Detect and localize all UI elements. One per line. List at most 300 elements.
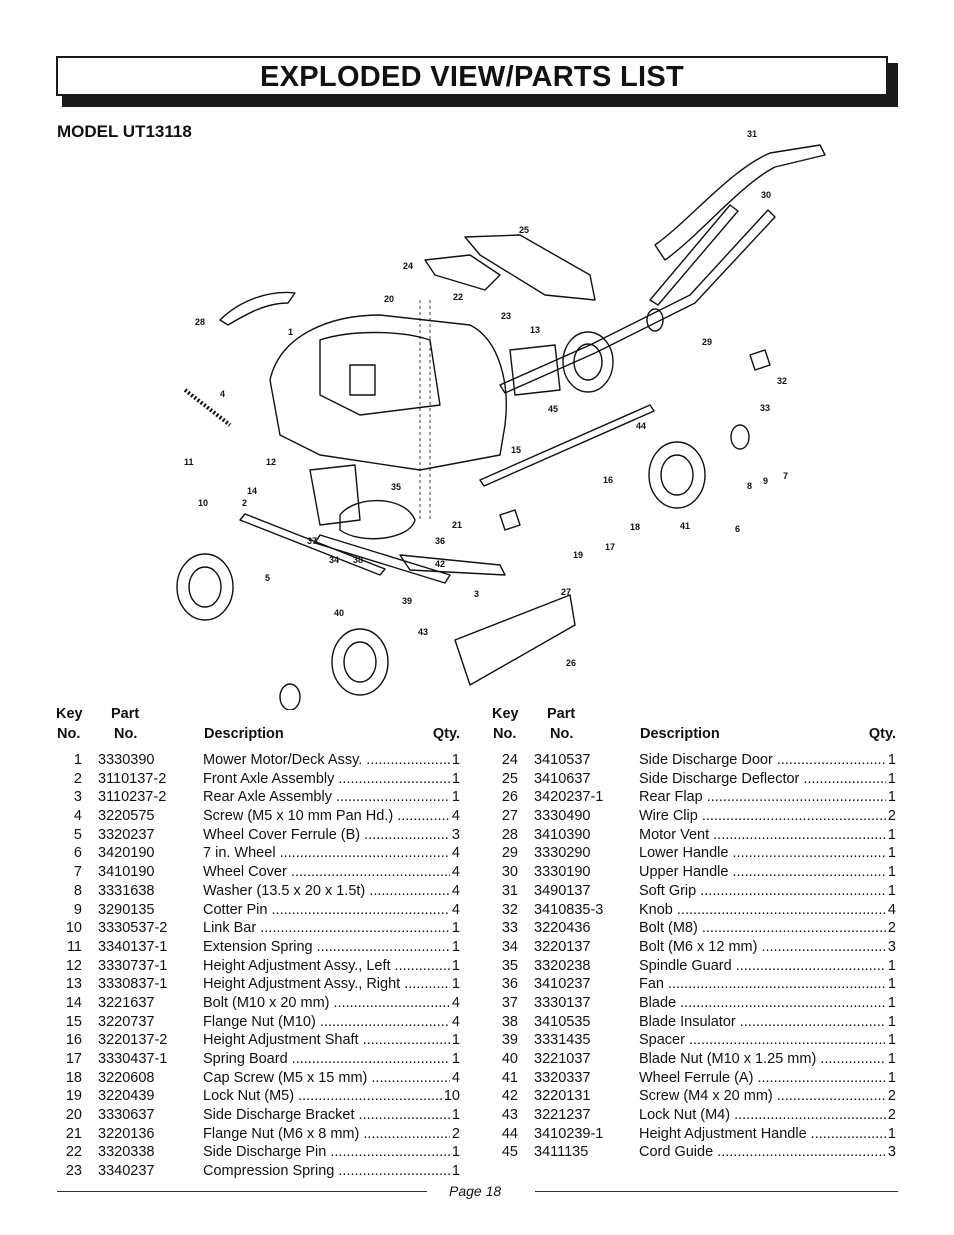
header-part: Part — [111, 706, 140, 722]
parts-row — [54, 901, 464, 920]
part-qty: 4 — [451, 882, 460, 899]
callout-34: 34 — [329, 555, 340, 565]
callout-25: 25 — [519, 225, 530, 235]
part-number: 3221037 — [534, 1051, 591, 1067]
page-number: Page 18 — [449, 1183, 502, 1199]
parts-row — [490, 751, 900, 770]
part-description: Height Adjustment Assy., Right ..... — [203, 975, 451, 994]
fan — [340, 501, 415, 539]
part-qty: 1 — [887, 789, 896, 806]
callout-17: 17 — [605, 542, 616, 552]
part-description: Knob ..... — [639, 901, 887, 920]
part-qty: 1 — [887, 1032, 896, 1049]
callout-45: 45 — [548, 404, 559, 414]
part-qty: 1 — [887, 1051, 896, 1067]
callout-18: 18 — [630, 522, 641, 532]
part-number: 3340137-1 — [98, 938, 168, 955]
part-description: Bolt (M6 x 12 mm) ..... — [639, 938, 887, 957]
callout-27: 27 — [561, 587, 572, 597]
parts-row — [490, 1050, 900, 1069]
callout-20: 20 — [384, 294, 395, 304]
wheel-rear-left — [563, 332, 613, 392]
part-qty: 1 — [887, 826, 896, 843]
callout-43: 43 — [418, 627, 429, 637]
part-description: Cap Screw (M5 x 15 mm) ..... — [203, 1069, 451, 1088]
callout-15: 15 — [511, 445, 522, 455]
part-key: 44 — [501, 1125, 518, 1142]
part-key: 41 — [501, 1069, 518, 1086]
callout-29: 29 — [702, 337, 713, 347]
part-qty: 1 — [451, 976, 460, 993]
part-description: Cord Guide ..... — [639, 1143, 887, 1162]
part-key: 15 — [65, 1013, 82, 1030]
part-description: Spring Board ..... — [203, 1050, 451, 1069]
part-description: Blade Insulator ..... — [639, 1013, 887, 1032]
part-description: Upper Handle ..... — [639, 863, 887, 882]
part-key: 33 — [501, 920, 518, 937]
parts-row — [54, 1050, 464, 1069]
part-description: Rear Flap ..... — [639, 788, 887, 807]
part-key: 5 — [73, 826, 82, 843]
part-description: Motor Vent ..... — [639, 826, 887, 845]
callout-44: 44 — [636, 421, 647, 431]
callout-8: 8 — [747, 481, 753, 491]
callout-9: 9 — [763, 476, 769, 486]
header-key-no: No. — [493, 726, 517, 742]
part-key: 2 — [73, 770, 82, 787]
header-part-no: No. — [550, 726, 574, 742]
motor-vent — [220, 292, 295, 325]
callout-42: 42 — [435, 559, 446, 569]
part-key: 21 — [65, 1125, 82, 1142]
callout-40: 40 — [334, 608, 345, 618]
upper-handle — [655, 145, 825, 260]
part-number: 3410390 — [534, 826, 591, 843]
part-qty: 1 — [887, 994, 896, 1011]
part-number: 3331435 — [534, 1032, 591, 1049]
parts-row — [54, 770, 464, 789]
part-description: Compression Spring ..... — [203, 1162, 451, 1181]
part-qty: 2 — [887, 920, 896, 937]
part-description: Link Bar ..... — [203, 919, 451, 938]
part-description: Cotter Pin ..... — [203, 901, 451, 920]
part-description: Front Axle Assembly ..... — [203, 770, 451, 789]
part-qty: 1 — [887, 752, 896, 768]
callout-23: 23 — [501, 311, 512, 321]
part-number: 3221637 — [98, 994, 155, 1011]
parts-row — [54, 751, 464, 770]
callout-19: 19 — [573, 550, 584, 560]
part-qty: 4 — [887, 901, 896, 918]
part-description: Spindle Guard ..... — [639, 957, 887, 976]
part-number: 3330390 — [98, 752, 155, 768]
part-key: 13 — [65, 976, 82, 993]
part-number: 3410237 — [534, 976, 591, 993]
part-number: 3220137-2 — [98, 1032, 168, 1049]
part-description: Side Discharge Door ..... — [639, 751, 887, 770]
footer-rule-right — [535, 1191, 898, 1192]
part-key: 22 — [65, 1144, 82, 1161]
callout-10: 10 — [198, 498, 209, 508]
part-description: Rear Axle Assembly ..... — [203, 788, 451, 807]
parts-header — [54, 706, 464, 746]
header-qty: Qty. — [868, 726, 896, 742]
part-qty: 1 — [451, 1107, 460, 1124]
wheel-front-left — [177, 554, 233, 620]
part-description: Flange Nut (M6 x 8 mm) ..... — [203, 1125, 451, 1144]
part-key: 27 — [501, 808, 518, 825]
callout-35: 35 — [391, 482, 402, 492]
part-key: 42 — [501, 1088, 518, 1105]
part-key: 36 — [501, 976, 518, 993]
part-description: Blade Nut (M10 x 1.25 mm) ..... — [639, 1050, 887, 1069]
callout-labels — [184, 129, 788, 668]
part-qty: 1 — [451, 752, 460, 768]
part-number: 3410637 — [534, 770, 591, 787]
part-key: 14 — [65, 994, 82, 1011]
part-qty: 2 — [887, 1107, 896, 1124]
callout-31: 31 — [747, 129, 758, 139]
parts-row — [490, 1143, 900, 1162]
parts-row — [54, 863, 464, 882]
part-description: Side Discharge Pin ..... — [203, 1143, 451, 1162]
part-qty: 1 — [887, 845, 896, 862]
parts-row — [490, 957, 900, 976]
callout-5: 5 — [265, 573, 271, 583]
part-qty: 1 — [451, 789, 460, 806]
part-description: Wheel Cover Ferrule (B) ..... — [203, 826, 451, 845]
callout-37: 37 — [307, 536, 318, 546]
title-banner — [56, 56, 888, 96]
parts-list-left — [54, 706, 464, 1181]
parts-row — [54, 957, 464, 976]
callout-24: 24 — [403, 261, 414, 271]
parts-row — [54, 826, 464, 845]
mower-deck — [270, 315, 506, 470]
part-key: 26 — [501, 789, 518, 806]
part-number: 3330737-1 — [98, 957, 168, 974]
part-number: 3330490 — [534, 808, 591, 825]
part-description: Flange Nut (M10) ..... — [203, 1013, 451, 1032]
parts-row — [490, 882, 900, 901]
part-number: 3410190 — [98, 864, 155, 881]
part-number: 3410537 — [534, 752, 591, 768]
part-number: 3330137 — [534, 994, 591, 1011]
part-qty: 1 — [451, 1032, 460, 1049]
part-number: 3220439 — [98, 1088, 155, 1105]
part-key: 20 — [65, 1107, 82, 1124]
part-key: 12 — [65, 957, 82, 974]
parts-row — [54, 1013, 464, 1032]
part-key: 10 — [65, 920, 82, 937]
parts-row — [490, 1106, 900, 1125]
part-description: Screw (M5 x 10 mm Pan Hd.) ..... — [203, 807, 451, 826]
part-description: Lock Nut (M4) ..... — [639, 1106, 887, 1125]
parts-row — [490, 863, 900, 882]
part-description: Soft Grip ..... — [639, 882, 887, 901]
part-key: 29 — [501, 845, 518, 862]
part-description: Wheel Ferrule (A) ..... — [639, 1069, 887, 1088]
part-key: 25 — [501, 770, 518, 787]
parts-row — [54, 1162, 464, 1181]
parts-row — [54, 788, 464, 807]
callout-38: 38 — [353, 555, 364, 565]
callout-11: 11 — [184, 457, 194, 467]
parts-row — [490, 844, 900, 863]
part-number: 3110237-2 — [98, 789, 167, 806]
part-description: Wheel Cover ..... — [203, 863, 451, 882]
part-qty: 1 — [887, 882, 896, 899]
part-key: 40 — [501, 1051, 518, 1067]
part-number: 3330637 — [98, 1107, 155, 1124]
part-key: 45 — [501, 1144, 518, 1161]
part-qty: 1 — [451, 770, 460, 787]
part-number: 3110137-2 — [98, 770, 167, 787]
part-number: 3320237 — [98, 826, 155, 843]
footer-rule-left — [57, 1191, 427, 1192]
callout-2: 2 — [242, 498, 248, 508]
part-description: Side Discharge Deflector ..... — [639, 770, 887, 789]
callout-30: 30 — [761, 190, 772, 200]
exploded-view-diagram — [170, 125, 930, 710]
part-qty: 1 — [887, 976, 896, 993]
callout-22: 22 — [453, 292, 464, 302]
part-description: Height Adjustment Handle ..... — [639, 1125, 887, 1144]
part-qty: 1 — [887, 1069, 896, 1086]
part-qty: 1 — [887, 770, 896, 787]
part-qty: 3 — [887, 1144, 896, 1161]
part-key: 16 — [65, 1032, 82, 1049]
part-number: 3320238 — [534, 957, 591, 974]
part-qty: 3 — [451, 826, 460, 843]
callout-12: 12 — [266, 457, 277, 467]
part-number: 3320338 — [98, 1144, 155, 1161]
part-number: 3330437-1 — [98, 1051, 168, 1067]
part-qty: 4 — [451, 845, 460, 862]
part-description: Bolt (M10 x 20 mm) ..... — [203, 994, 451, 1013]
part-number: 3220608 — [98, 1069, 155, 1086]
part-qty: 1 — [451, 1051, 460, 1067]
parts-row — [54, 994, 464, 1013]
part-number: 3331638 — [98, 882, 155, 899]
parts-row — [54, 1143, 464, 1162]
part-qty: 1 — [451, 1144, 460, 1161]
parts-list-right — [490, 706, 900, 1162]
part-qty: 2 — [887, 1088, 896, 1105]
part-description: Extension Spring ..... — [203, 938, 451, 957]
model-heading: MODEL UT13118 — [57, 122, 192, 141]
rear-flap — [455, 595, 575, 685]
part-key: 3 — [73, 789, 82, 806]
part-key: 11 — [66, 938, 82, 955]
part-qty: 1 — [451, 957, 460, 974]
part-key: 38 — [501, 1013, 518, 1030]
parts-row — [490, 1087, 900, 1106]
header-key: Key — [492, 706, 519, 722]
part-key: 28 — [501, 826, 518, 843]
part-qty: 1 — [887, 1013, 896, 1030]
parts-row — [490, 807, 900, 826]
part-number: 3220137 — [534, 938, 591, 955]
header-part-no: No. — [114, 726, 138, 742]
part-description: Height Adjustment Assy., Left ..... — [203, 957, 451, 976]
part-description: Washer (13.5 x 20 x 1.5t) ..... — [203, 882, 451, 901]
part-key: 17 — [65, 1051, 82, 1067]
part-description: 7 in. Wheel ..... — [203, 844, 451, 863]
part-number: 3290135 — [98, 901, 155, 918]
part-number: 3220136 — [98, 1125, 155, 1142]
part-qty: 1 — [887, 864, 896, 881]
parts-row — [54, 882, 464, 901]
part-qty: 10 — [443, 1088, 460, 1105]
parts-rows — [54, 751, 464, 1181]
part-number: 3330290 — [534, 845, 591, 862]
callout-32: 32 — [777, 376, 788, 386]
header-description: Description — [640, 726, 720, 742]
part-key: 23 — [65, 1163, 82, 1180]
part-qty: 4 — [451, 1013, 460, 1030]
part-qty: 4 — [451, 994, 460, 1011]
part-key: 39 — [501, 1032, 518, 1049]
part-number: 3320337 — [534, 1069, 591, 1086]
part-key: 30 — [501, 864, 518, 881]
parts-row — [54, 1069, 464, 1088]
part-key: 19 — [65, 1088, 82, 1105]
part-qty: 1 — [887, 1125, 896, 1142]
parts-header — [490, 706, 900, 746]
callout-13: 13 — [530, 325, 541, 335]
part-qty: 4 — [451, 901, 460, 918]
parts-row — [490, 1069, 900, 1088]
parts-row — [490, 826, 900, 845]
part-description: Lock Nut (M5) ..... — [203, 1087, 451, 1106]
parts-row — [490, 1013, 900, 1032]
callout-41: 41 — [680, 521, 691, 531]
parts-row — [490, 788, 900, 807]
part-key: 43 — [501, 1107, 518, 1124]
callout-21: 21 — [452, 520, 463, 530]
part-number: 3420190 — [98, 845, 155, 862]
page-title: EXPLODED VIEW/PARTS LIST — [260, 61, 684, 93]
part-qty: 1 — [887, 957, 896, 974]
parts-row — [490, 770, 900, 789]
header-description: Description — [204, 726, 284, 742]
part-number: 3220737 — [98, 1013, 155, 1030]
part-qty: 2 — [887, 808, 896, 825]
parts-row — [54, 1087, 464, 1106]
part-description: Blade ..... — [639, 994, 887, 1013]
header-key-no: No. — [57, 726, 81, 742]
parts-row — [54, 919, 464, 938]
part-qty: 4 — [451, 1069, 460, 1086]
part-description: Height Adjustment Shaft ..... — [203, 1031, 451, 1050]
part-key: 35 — [501, 957, 518, 974]
part-number: 3340237 — [98, 1163, 155, 1180]
part-number: 3330190 — [534, 864, 591, 881]
part-qty: 1 — [451, 920, 460, 937]
part-key: 7 — [73, 864, 82, 881]
part-key: 37 — [501, 994, 518, 1011]
parts-rows — [490, 751, 900, 1162]
part-number: 3220575 — [98, 808, 155, 825]
part-number: 3330537-2 — [98, 920, 168, 937]
part-qty: 4 — [451, 864, 460, 881]
header-key: Key — [56, 706, 83, 722]
part-description: Mower Motor/Deck Assy. ..... — [203, 751, 451, 770]
part-description: Side Discharge Bracket ..... — [203, 1106, 451, 1125]
part-key: 9 — [73, 901, 82, 918]
part-number: 3411135 — [534, 1144, 589, 1161]
header-qty: Qty. — [432, 726, 460, 742]
part-number: 3410535 — [534, 1013, 591, 1030]
part-number: 3220436 — [534, 920, 591, 937]
parts-row — [54, 1031, 464, 1050]
part-description: Spacer ..... — [639, 1031, 887, 1050]
callout-36: 36 — [435, 536, 446, 546]
callout-14: 14 — [247, 486, 258, 496]
wheel-front-right — [332, 629, 388, 695]
parts-row — [490, 1125, 900, 1144]
part-key: 4 — [73, 808, 82, 825]
callout-26: 26 — [566, 658, 577, 668]
parts-row — [54, 807, 464, 826]
part-qty: 1 — [451, 1163, 460, 1180]
part-description: Fan ..... — [639, 975, 887, 994]
parts-row — [54, 844, 464, 863]
parts-row — [490, 975, 900, 994]
parts-row — [490, 994, 900, 1013]
part-description: Wire Clip ..... — [639, 807, 887, 826]
part-description: Screw (M4 x 20 mm) ..... — [639, 1087, 887, 1106]
part-number: 3420237-1 — [534, 789, 604, 806]
knob — [750, 350, 770, 370]
callout-33: 33 — [760, 403, 771, 413]
header-part: Part — [547, 706, 576, 722]
parts-row — [490, 901, 900, 920]
callout-6: 6 — [735, 524, 741, 534]
wheel-rear-right — [649, 442, 705, 508]
parts-row — [54, 1106, 464, 1125]
part-description: Lower Handle ..... — [639, 844, 887, 863]
part-number: 3410835-3 — [534, 901, 604, 918]
part-key: 18 — [65, 1069, 82, 1086]
part-key: 6 — [73, 845, 82, 862]
part-qty: 4 — [451, 808, 460, 825]
parts-row — [490, 1031, 900, 1050]
parts-row — [490, 919, 900, 938]
part-number: 3410239-1 — [534, 1125, 604, 1142]
callout-3: 3 — [474, 589, 480, 599]
parts-row — [54, 938, 464, 957]
parts-row — [54, 1125, 464, 1144]
part-key: 8 — [73, 882, 82, 899]
callout-1: 1 — [288, 327, 294, 337]
part-number: 3490137 — [534, 882, 591, 899]
lower-handle — [500, 210, 775, 393]
callout-39: 39 — [402, 596, 413, 606]
part-key: 24 — [501, 752, 518, 768]
part-number: 3221237 — [534, 1107, 591, 1124]
callout-7: 7 — [783, 471, 789, 481]
part-key: 1 — [73, 752, 82, 768]
parts-row — [54, 975, 464, 994]
callout-28: 28 — [195, 317, 206, 327]
part-number: 3330837-1 — [98, 976, 168, 993]
parts-row — [490, 938, 900, 957]
callout-4: 4 — [220, 389, 226, 399]
part-description: Bolt (M8) ..... — [639, 919, 887, 938]
part-key: 31 — [501, 882, 518, 899]
